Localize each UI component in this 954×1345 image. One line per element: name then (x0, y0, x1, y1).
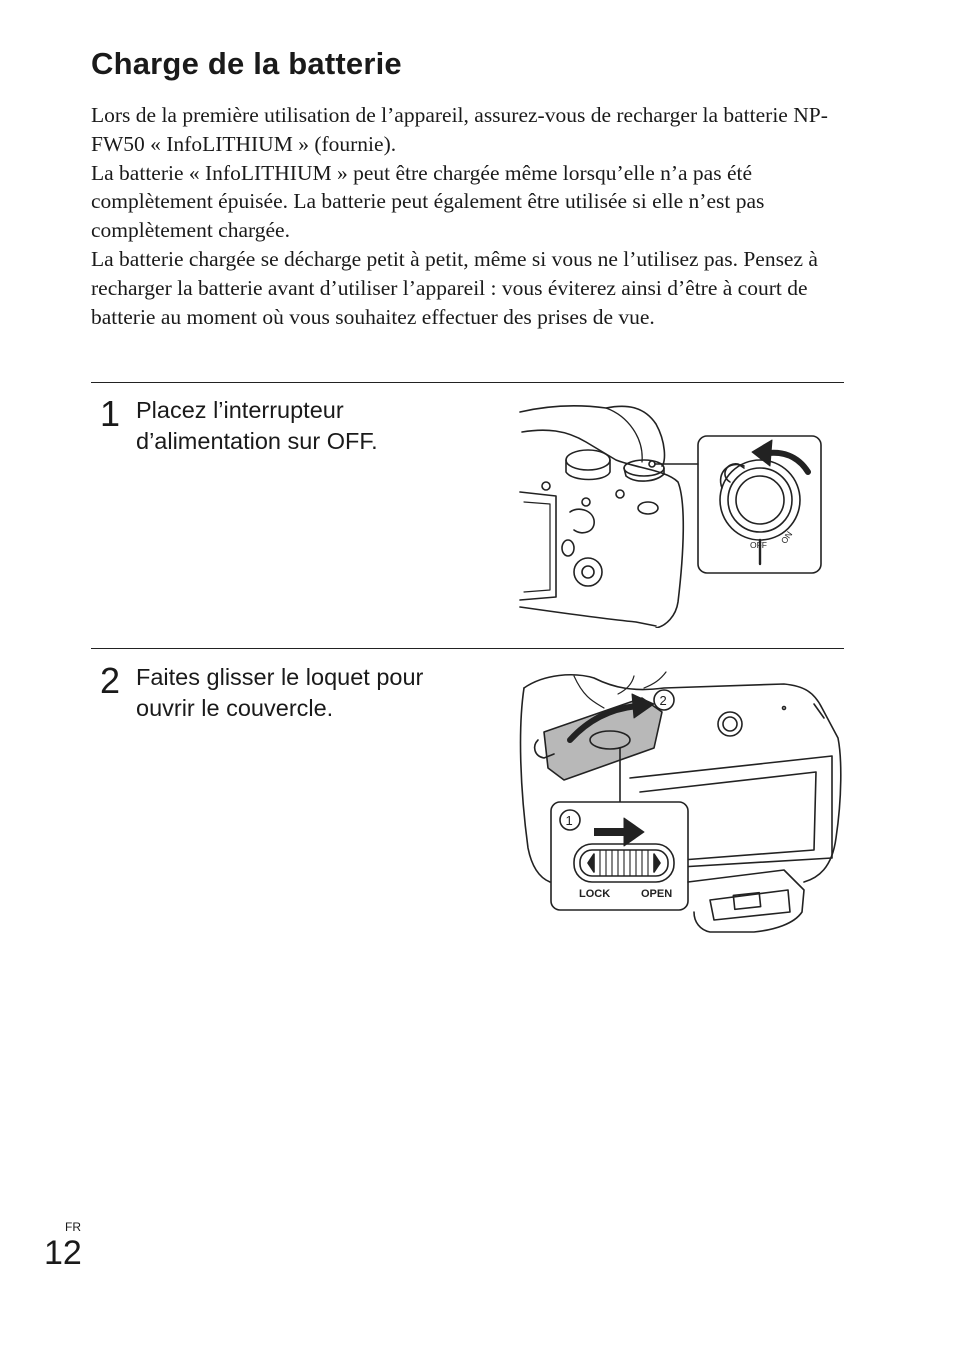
step-1-text: Placez l’interrupteur d’alimentation sur OFF. (136, 397, 378, 454)
language-label: FR (65, 1220, 81, 1234)
switch-off-label: OFF (750, 540, 767, 550)
camera-power-switch-illustration (516, 402, 826, 628)
step-2-text: Faites glisser le loquet pour ouvrir le couvercle. (136, 664, 424, 721)
lock-label: LOCK (579, 888, 611, 900)
intro-paragraph-3: La batterie chargée se décharge petit à petit, même si vous ne l’utilisez pas. Pensez à recharger la batterie avant d’utiliser l’appareil : vous éviterez ainsi d’être à court de batterie au moment où vous souhaitez effectuer des prises de vue. (91, 246, 818, 329)
page-number: 12 (44, 1234, 82, 1272)
step-2-divider (91, 648, 844, 649)
marker-1-label: 1 (565, 813, 573, 828)
intro-paragraph-2: La batterie « InfoLITHIUM » peut être chargée même lorsqu’elle n’a pas été complètement épuisée. La batterie peut également être utilisée si elle n’est pas complètement chargée. (91, 160, 765, 243)
step-2-number: 2 (100, 660, 121, 701)
open-label: OPEN (641, 888, 673, 900)
intro-paragraph-1: Lors de la première utilisation de l’appareil, assurez-vous de recharger la batterie NP-FW50 « InfoLITHIUM » (fournie). (91, 103, 828, 156)
intro-text (91, 101, 851, 331)
switch-on-label: ON (778, 529, 795, 546)
marker-2-label: 2 (659, 693, 667, 708)
step-1-number: 1 (100, 393, 121, 434)
step-1-divider (91, 382, 844, 383)
camera-battery-cover-illustration (514, 668, 844, 936)
page-title: Charge de la batterie (91, 46, 402, 81)
